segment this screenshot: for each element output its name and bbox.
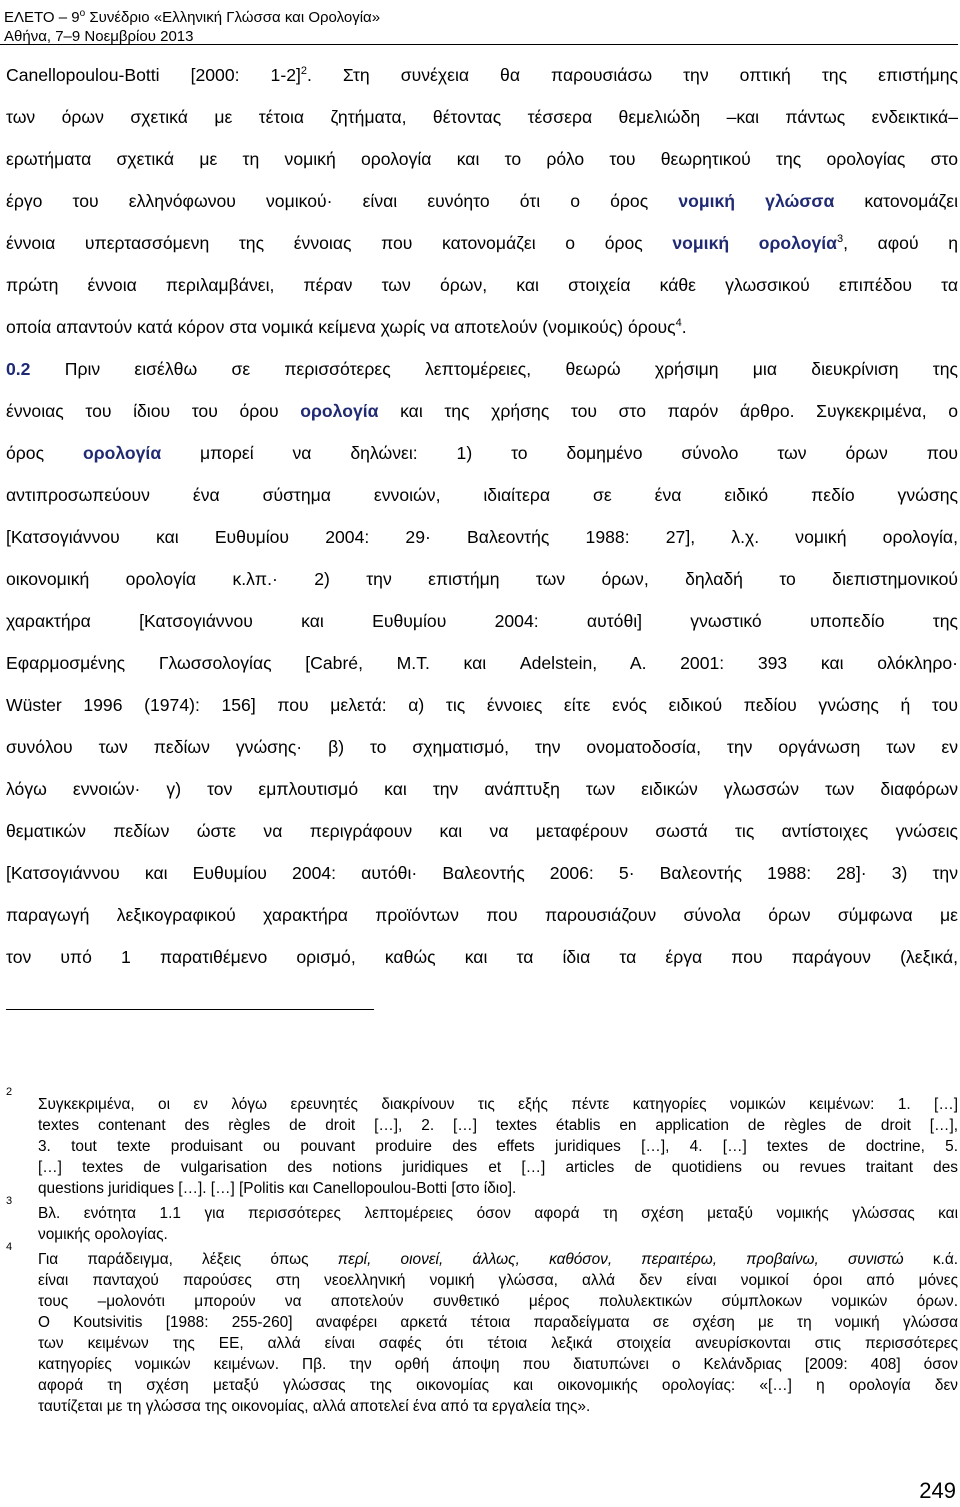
footnote-ref-4[interactable]: 4	[675, 317, 682, 330]
text-line: [Κατσογιάννου και Ευθυμίου 2004: αυτόθι· Βαλεοντής 2006: 5· Βαλεοντής 1988: 28]· 3) την	[6, 863, 958, 883]
text-line: χαρακτήρα [Κατσογιάννου και Ευθυμίου 2004: αυτόθι] γνωστικό υποπεδίο της	[6, 611, 958, 631]
text-line: Εφαρμοσμένης Γλωσσολογίας [Cabré, M.T. και Adelstein, A. 2001: 393 και ολόκληρο·	[6, 653, 958, 673]
text-line: [Κατσογιάννου και Ευθυμίου 2004: 29· Βαλεοντής 1988: 27], λ.χ. νομική ορολογία,	[6, 527, 958, 547]
footnote-4	[6, 1241, 959, 1417]
footnote-line: νομικής ορολογίας.	[38, 1226, 168, 1243]
footnote-line: 3. tout texte produisant ou pouvant produire des effets juridiques […], 4. […] textes de doctrine, 5.	[38, 1138, 958, 1155]
text-run: έννοια υπερτασσόμενη της έννοιας που κατονομάζει ο όρος	[6, 233, 673, 253]
text-line: Wüster 1996 (1974): 156] που μελετά: α) τις έννοιες είτε ενός ειδικού πεδίου γνώσης ή του	[6, 695, 958, 715]
text-line	[6, 180, 958, 222]
section-number: 0.2	[6, 359, 31, 379]
text-run: έννοιας του ίδιου του όρου	[6, 401, 301, 421]
footnote-line: textes contenant des règles de droit […], 2. […] textes établis en application de règles de droit […],	[38, 1117, 958, 1134]
text-run: , αφού η	[843, 233, 958, 253]
footnote-line: Βλ. ενότητα 1.1 για περισσότερες λεπτομέρειες όσον αφορά τη σχέση μεταξύ νομικής γλώσσας και	[38, 1205, 958, 1222]
text-line	[6, 432, 958, 474]
conference-place-date: Αθήνα, 7–9 Νοεμβρίου 2013	[4, 28, 194, 45]
text-run: Για παράδειγμα, λέξεις όπως	[38, 1251, 338, 1268]
page-header	[4, 4, 380, 46]
footnote-line: Συγκεκριμένα, οι εν λόγω ερευνητές διακρίνουν τις εξής πέντε κατηγορίες νομικών κειμένων: 1. […]	[38, 1096, 958, 1113]
footnote-2	[6, 1086, 958, 1199]
footnote-number: 3	[6, 1195, 13, 1207]
paragraph-1	[6, 54, 958, 348]
paragraph-2	[6, 348, 958, 978]
main-text	[6, 54, 958, 978]
term-terminology: ορολογία	[82, 443, 162, 463]
footnote-line: […] textes de vulgarisation des notions juridiques et […] articles de quotidiens ou revues traitant des	[38, 1159, 958, 1176]
text-line	[6, 348, 958, 390]
text-run: όρος	[6, 443, 83, 463]
text-line: θεματικών πεδίων ώστε να περιγράφουν και να μεταφέρουν σωστά τις αντίστοιχες γνώσεις	[6, 821, 958, 841]
text-line	[6, 306, 958, 348]
footnote-3	[6, 1195, 958, 1245]
term-legal-language: νομική γλώσσα	[678, 191, 835, 211]
text-line: πρώτη έννοια περιλαμβάνει, πέραν των όρων, και στοιχεία κάθε γλωσσικού επιπέδου τα	[6, 275, 958, 295]
conference-title	[4, 4, 380, 27]
text-line: αντιπροσωπεύουν ένα σύστημα εννοιών, ιδιαίτερα σε ένα ειδικό πεδίο γνώσης	[6, 485, 958, 505]
text-run: . Στη συνέχεια θα παρουσιάσω την οπτική της επιστήμης	[307, 65, 958, 85]
text-line	[6, 390, 958, 432]
footnote-line: Ο Koutsivitis [1988: 255-260] αναφέρει αρκετά τέτοια παραδείγματα σε σχέση με τη νομική γλώσσα	[38, 1314, 958, 1331]
footnote-line: κατηγορίες νομικών κειμένων. Πβ. την ορθή άποψη που διατυπώνει ο Κελάνδριας [2009: 408] όσον	[38, 1356, 958, 1373]
footnote-line: είναι πανταχού παρούσες στη νεοελληνική νομική γλώσσα, αλλά δεν είναι νομικοί όροι από μόνες	[38, 1272, 958, 1289]
footnotes	[6, 1086, 959, 1421]
footnote-ref-3[interactable]: 3	[836, 233, 844, 246]
italic-examples: περί, οιονεί, άλλως, καθόσον, περαιτέρω, προβαίνω, συνιστώ	[337, 1251, 904, 1268]
text-run: Πριν εισέλθω σε περισσότερες λεπτομέρειες, θεωρώ χρήσιμη μια διευκρίνιση της	[30, 359, 958, 379]
term-terminology: ορολογία	[300, 401, 379, 421]
text-run: μπορεί να δηλώνει: 1) το δομημένο σύνολο των όρων που	[161, 443, 958, 463]
footnote-line: των κειμένων της ΕΕ, αλλά είναι σαφές ότι τέτοια λεξικά στοιχεία ανευρίσκονται στις περισσότερες	[38, 1335, 958, 1352]
conference-title-end: Συνέδριο «Ελληνική Γλώσσα και Ορολογία»	[85, 9, 381, 26]
header-divider	[0, 44, 958, 45]
footnote-separator	[6, 1009, 374, 1010]
text-run: κατονομάζει	[834, 191, 959, 211]
term-legal-terminology: νομική ορολογία	[672, 233, 837, 253]
footnote-number: 2	[6, 1086, 13, 1098]
text-line: τον υπό 1 παρατιθέμενο ορισμό, καθώς και τα ίδια τα έργα που παράγουν (λεξικά,	[6, 947, 958, 967]
footnote-line: questions juridiques […]. […] [Politis και Canellopoulou-Botti [στο ίδιο].	[38, 1180, 517, 1197]
text-line: συνόλου των πεδίων γνώσης· β) το σχηματισμό, την ονοματοδοσία, την οργάνωση των εν	[6, 737, 958, 757]
text-run: και της χρήσης του στο παρόν άρθρο. Συγκεκριμένα, ο	[378, 401, 958, 421]
text-line: παραγωγή λεξικογραφικού χαρακτήρα προϊόντων που παρουσιάζουν σύνολα όρων σύμφωνα με	[6, 905, 958, 925]
text-line: των όρων σχετικά με τέτοια ζητήματα, θέτοντας τέσσερα θεμελιώδη –και πάντως ενδεικτικά–	[6, 107, 958, 127]
footnote-line: τους –μολονότι μπορούν να αποτελούν συνθετικό μέρος πολυλεκτικών σύμπλοκων νομικών όρων.	[38, 1293, 958, 1310]
footnote-line: ταυτίζεται με τη γλώσσα της οικονομίας, αλλά αποτελεί ένα από τα εργαλεία της».	[38, 1398, 591, 1415]
text-run: Canellopoulou-Botti [2000: 1-2]	[6, 65, 301, 85]
text-line: ερωτήματα σχετικά με τη νομική ορολογία και το ρόλο του θεωρητικού της ορολογίας στο	[6, 149, 958, 169]
text-run: κ.ά.	[903, 1251, 959, 1268]
text-run: οποία απαντούν κατά κόρον στα νομικά κείμενα χωρίς να αποτελούν (νομικούς) όρους	[6, 317, 676, 337]
text-line	[6, 222, 958, 264]
text-line: οικονομική ορολογία κ.λπ.· 2) την επιστήμη των όρων, δηλαδή το διεπιστημονικού	[6, 569, 958, 589]
text-run: .	[681, 317, 687, 337]
footnote-line	[38, 1249, 958, 1270]
ordinal-superscript: ο	[79, 8, 86, 19]
page-number: 249	[919, 1478, 956, 1503]
conference-title-start: ΕΛΕΤΟ – 9	[4, 9, 80, 26]
text-run: έργο του ελληνόφωνου νομικού· είναι ευνόητο ότι ο όρος	[6, 191, 679, 211]
text-line: λόγω εννοιών· γ) τον εμπλουτισμό και την ανάπτυξη των ειδικών γλωσσών των διαφόρων	[6, 779, 958, 799]
footnote-ref-2[interactable]: 2	[300, 65, 307, 78]
footnote-number: 4	[6, 1241, 13, 1253]
text-line	[6, 54, 958, 96]
footnote-line: αφορά τη σχέση μεταξύ γλώσσας της οικονομίας και οικονομικής ορολογίας: «[…] η ορολογία δεν	[38, 1377, 958, 1394]
